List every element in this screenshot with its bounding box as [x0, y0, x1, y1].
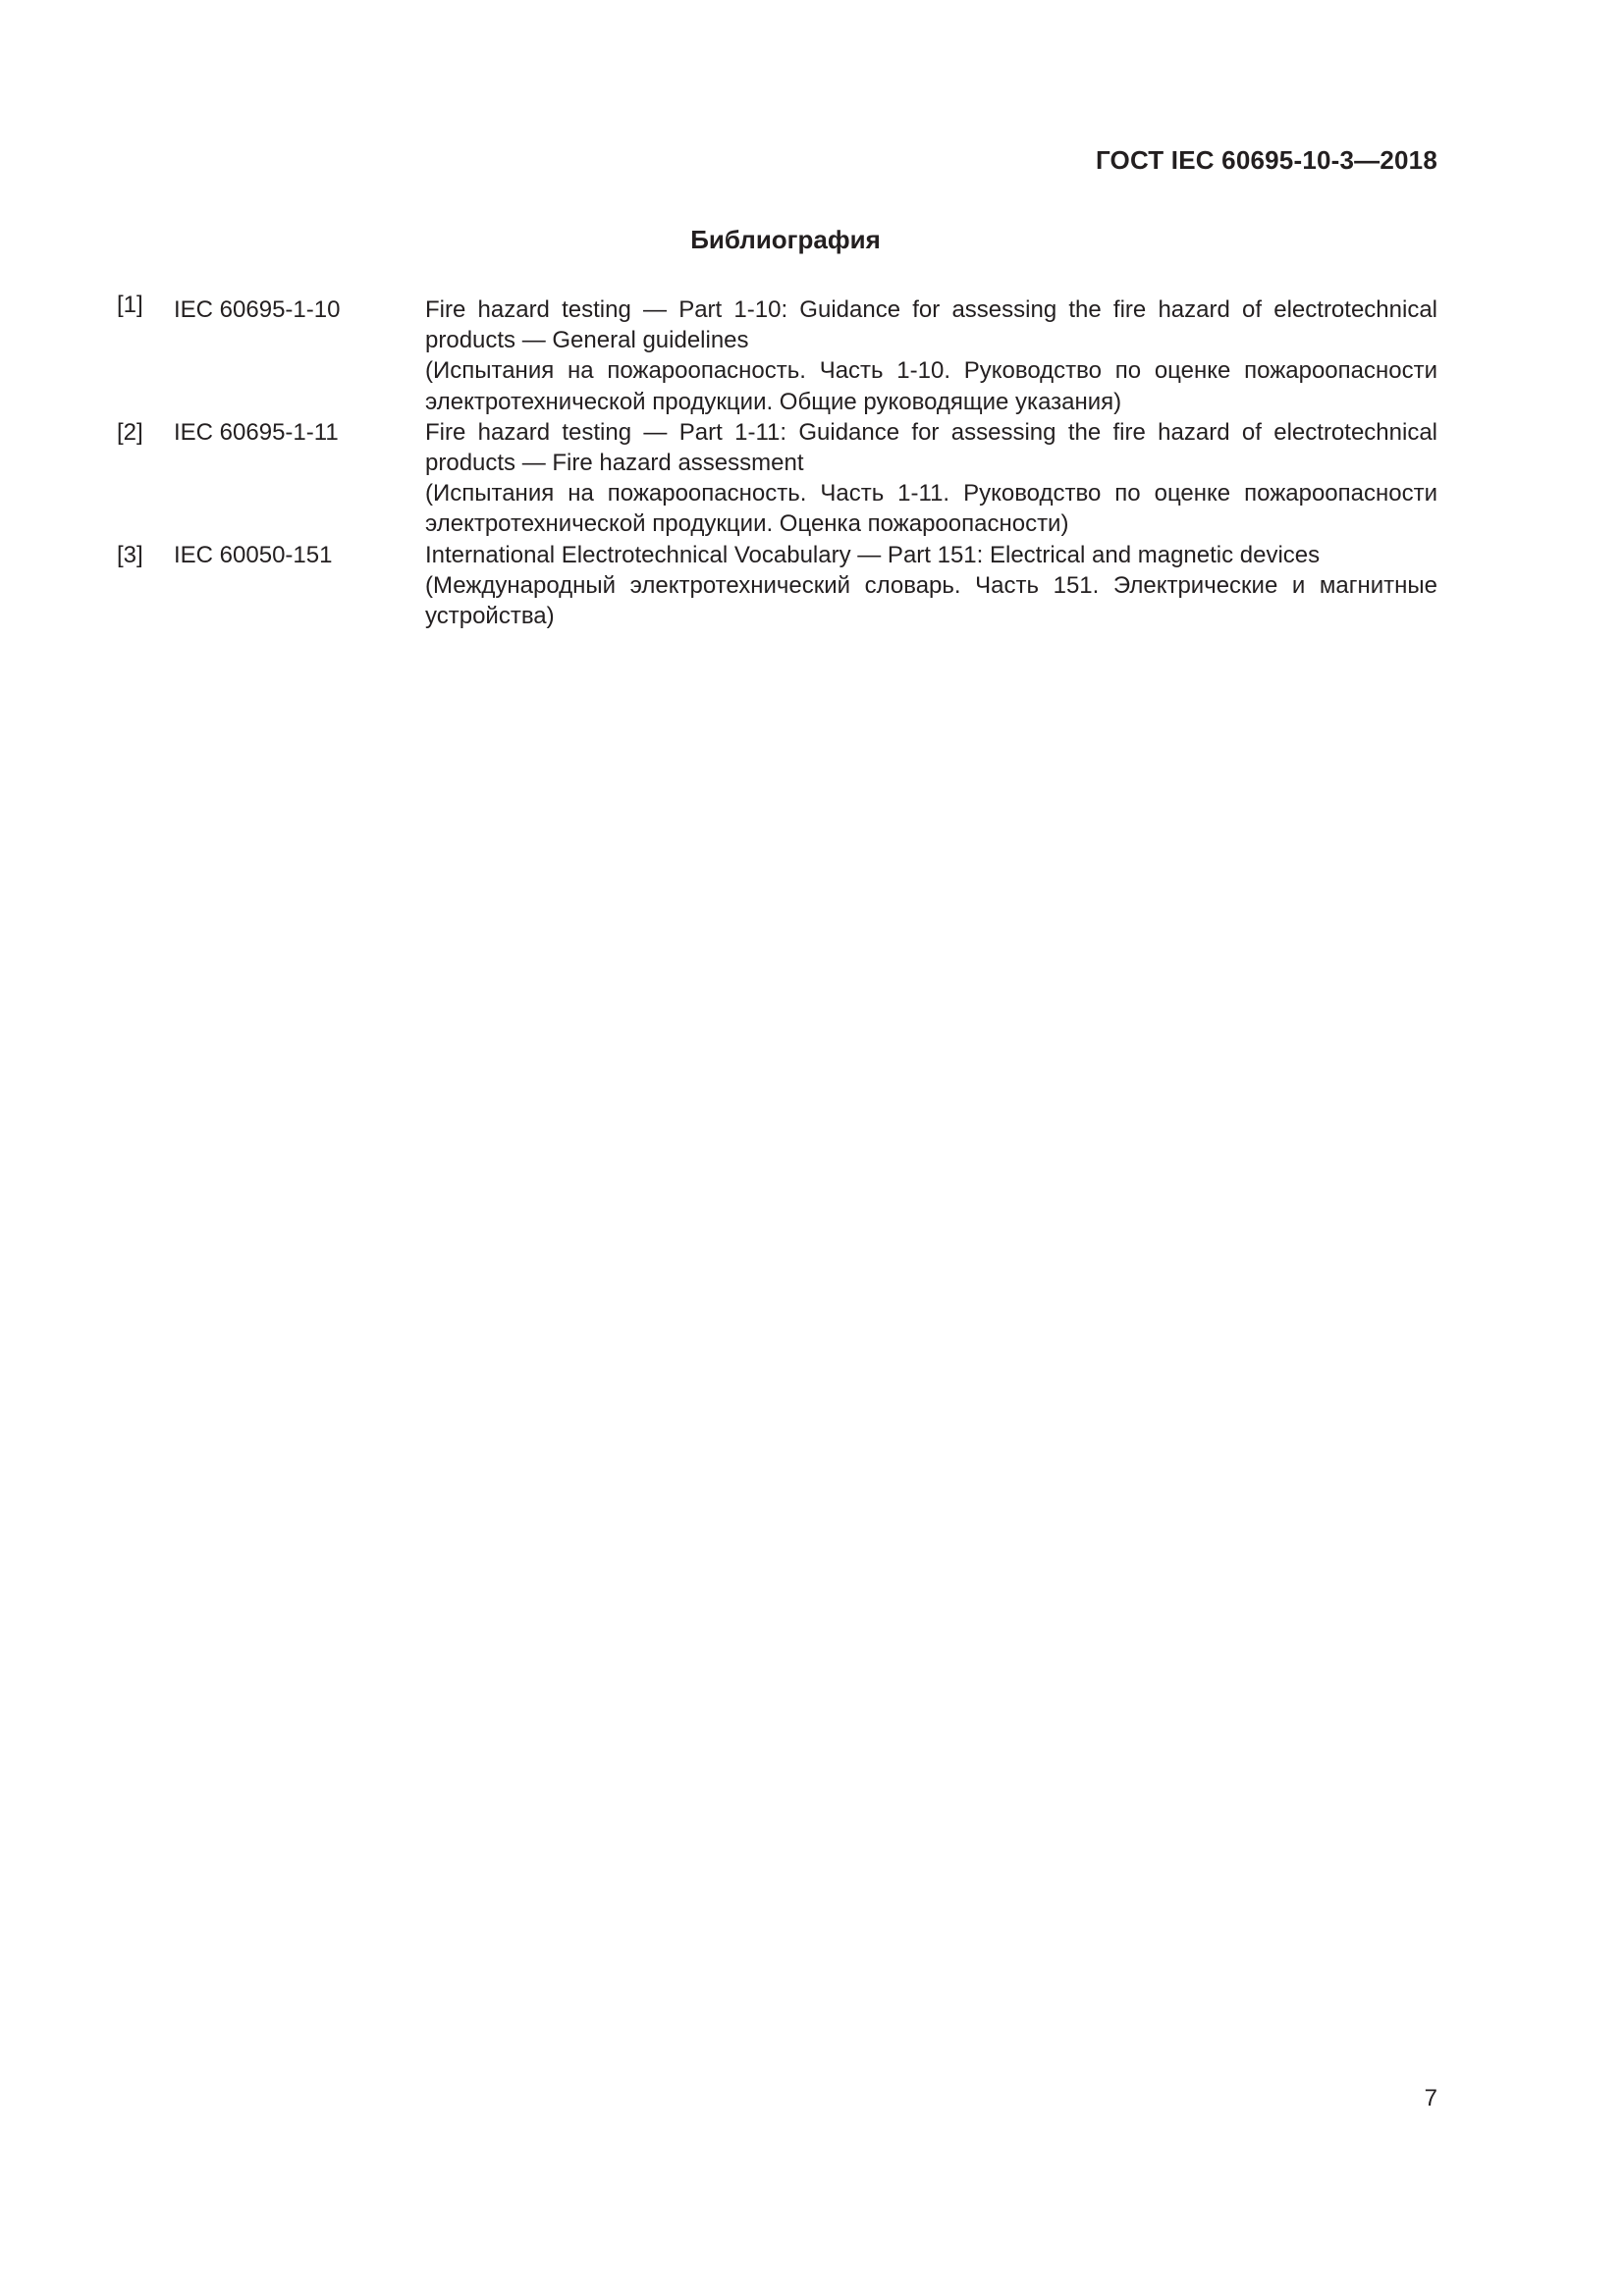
entry-number: [2] — [117, 418, 143, 446]
entry-title-en: Fire hazard testing — Part 1-11: Guidance for assessing the fire hazard of electrotechnical products — Fire hazard assessment — [425, 418, 1437, 477]
page-number: 7 — [1424, 2085, 1437, 2111]
bibliography-entry-1 — [117, 294, 1437, 417]
entry-text — [425, 294, 1437, 417]
entry-number: [3] — [117, 541, 143, 568]
entry-text — [425, 417, 1437, 540]
entry-title-ru: (Международный электротехнический словарь. Часть 151. Электрические и магнитные устройства) — [425, 571, 1437, 630]
entry-code: IEC 60695-1-10 — [174, 296, 341, 323]
entry-code: IEC 60050-151 — [174, 541, 333, 568]
standard-id-header: ГОСТ IEC 60695-10-3—2018 — [1095, 145, 1437, 175]
entry-title-en: International Electrotechnical Vocabulary — Part 151: Electrical and magnetic devices — [425, 541, 1321, 568]
bibliography-entry-2 — [117, 417, 1437, 540]
entry-title-ru: (Испытания на пожароопасность. Часть 1-10. Руководство по оценке пожароопасности электротехнической продукции. Общие руководящие указания) — [425, 357, 1437, 415]
bibliography-list — [117, 294, 1437, 631]
entry-text — [425, 540, 1437, 632]
entry-title-en: Fire hazard testing — Part 1-10: Guidance for assessing the fire hazard of electrotechnical products — General guidelines — [425, 296, 1437, 354]
entry-title-ru: (Испытания на пожароопасность. Часть 1-11. Руководство по оценке пожароопасности электротехнической продукции. Оценка пожароопасности) — [425, 480, 1437, 538]
entry-code: IEC 60695-1-11 — [174, 418, 339, 446]
bibliography-entry-3 — [117, 540, 1437, 632]
entry-number: [1] — [117, 292, 143, 318]
bibliography-title: Библиография — [690, 225, 881, 254]
